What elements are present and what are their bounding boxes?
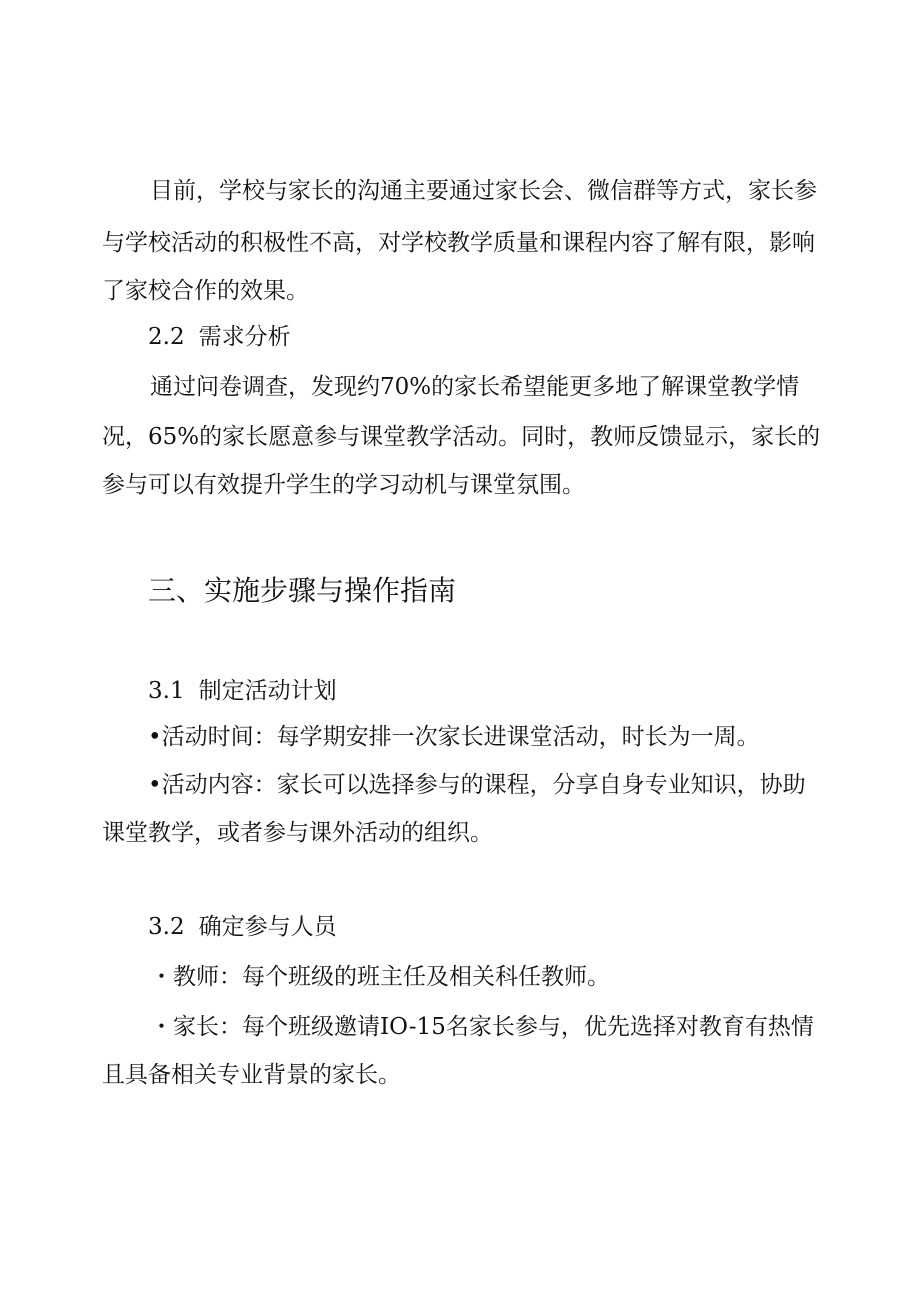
bullet-line: ・家长：每个班级邀请IO-15名家长参与，优先选择对教育有热情	[150, 1014, 814, 1040]
section-number: 3.2	[148, 914, 185, 940]
section-title: 确定参与人员	[198, 914, 337, 940]
bullet-line: ・教师：每个班级的班主任及相关科任教师。	[150, 964, 610, 990]
section-heading-3-1	[148, 676, 337, 706]
bullet-line-continuation: 课堂教学，或者参与课外活动的组织。	[102, 820, 493, 846]
section-title: 制定活动计划	[198, 678, 337, 704]
bullet-line-continuation: 且具备相关专业背景的家长。	[102, 1062, 401, 1088]
section-number: 3.1	[148, 678, 185, 704]
section-heading-3-2	[148, 912, 337, 942]
section-title: 需求分析	[198, 324, 291, 350]
paragraph-line: 了家校合作的效果。	[102, 278, 309, 304]
paragraph-line: 与学校活动的积极性不高，对学校教学质量和课程内容了解有限，影响	[102, 230, 815, 256]
paragraph-line: 通过问卷调查，发现约70%的家长希望能更多地了解课堂教学情	[150, 374, 800, 400]
paragraph-line: 参与可以有效提升学生的学习动机与课堂氛围。	[102, 472, 585, 498]
section-number: 2.2	[148, 324, 185, 350]
section-heading-2-2	[148, 322, 291, 352]
chapter-heading: 三、实施步骤与操作指南	[148, 574, 457, 607]
paragraph-line: 目前，学校与家长的沟通主要通过家长会、微信群等方式，家长参	[150, 178, 817, 204]
bullet-line: •活动时间：每学期安排一次家长进课堂活动，时长为一周。	[148, 724, 760, 750]
paragraph-line: 况，65%的家长愿意参与课堂教学活动。同时，教师反馈显示，家长的	[102, 424, 821, 450]
bullet-line: •活动内容：家长可以选择参与的课程，分享自身专业知识，协助	[148, 772, 806, 798]
